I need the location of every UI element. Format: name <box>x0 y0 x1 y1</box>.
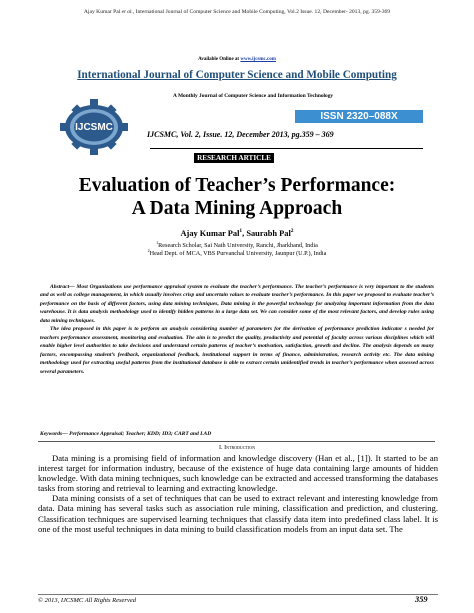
body-paragraph-2: Data mining consists of a set of techniques that can be used to extract relevant and interesting knowledge from data. Data mining has several tasks such as association rule mining, classification and prediction, and clustering. Classification techniques are supervised learning techniques that classify data item into predefined class label. It is one of the most useful techniques in data mining to build classification models from an input data set. The <box>38 493 438 534</box>
running-head-authors: Ajay Kumar Pal <box>83 9 121 15</box>
journal-logo <box>56 99 132 155</box>
running-head-etal: et al. <box>120 9 133 15</box>
issn-badge: ISSN 2320–088X <box>295 110 423 123</box>
journal-url-link[interactable]: www.ijcsmc.com <box>240 57 276 62</box>
paper-title-line2: A Data Mining Approach <box>131 198 343 219</box>
running-head <box>0 9 474 15</box>
logo-text: IJCSMC <box>75 122 113 133</box>
affiliation-1-sup: 1 <box>156 239 159 245</box>
author-2-sup: 2 <box>290 228 294 235</box>
footer-rule <box>38 594 438 595</box>
body-paragraph-1: Data mining is a promising field of information and knowledge discovery (Han et al., [1]). It started to be an interest target for information industry, because of the existence of huge data containing large amounts of hidden knowledge. With data mining techniques, such knowledge can be extracted and accessed transforming the databases tasks from storing and retrieval to learning and extracting knowledge. <box>38 453 438 494</box>
introduction-body <box>38 453 438 534</box>
availability-text: Available Online at <box>198 57 241 62</box>
section-rule <box>38 441 435 442</box>
copyright: © 2013, IJCSMC All Rights Reserved <box>38 597 136 604</box>
running-head-rest: , International Journal of Computer Science and Mobile Computing, Vol.2 Issue. 12, December- 2013, pg. 359-369 <box>132 9 391 15</box>
keywords: Keywords— Performance Appraisal; Teacher; KDD; ID3; CART and LAD <box>40 431 212 437</box>
author-1-sup: 1 <box>239 228 243 235</box>
affiliation-2-text: Head Dept. of MCA, VBS Purvanchal University, Jaunpur (U.P.), India <box>149 250 327 257</box>
availability-line <box>0 57 474 62</box>
author-1: Ajay Kumar Pal <box>180 229 240 238</box>
citation-line: IJCSMC, Vol. 2, Issue. 12, December 2013, pg.359 – 369 <box>147 130 334 139</box>
affiliation-1 <box>0 239 474 249</box>
abstract-paragraph-2: The idea proposed in this paper is to perform an analysis considering number of parameters for the derivation of performance prediction indicator s needed for teachers performance assessment, monitoring and evaluation. The aim is to predict the quality, productivity and potential of faculty across various disciplines which will enable higher level authorities to take decisions and understand certain patterns of teacher’s motivation, satisfaction, growth and decline. The analysis depends on many factors, encompassing student’s feedback, organizational feedback, institutional support in terms of finance, administration, research activity etc. The data mining methodology used for extracting useful patterns from the institutional database is able to extract certain unidentified trends in teacher’s performance when assessed across several parameters. <box>40 326 434 375</box>
paper-title-line1: Evaluation of Teacher’s Performance: <box>78 175 396 196</box>
author-2: Saurabh Pal <box>246 229 291 238</box>
affiliation-2-sup: 2 <box>147 247 150 253</box>
section-number: I. <box>218 444 225 451</box>
author-list <box>0 229 474 238</box>
abstract-paragraph-1: Abstract— Most Organizations use performance appraisal system to evaluate the teacher’s performance. The teacher’s performance is very important to the students and as well as college management, in which usually involves crisp and uncertain values to evaluate teacher’s performance. In this paper we proposed to evaluate teacher’s performance on the basis of different factors, using data mining techniques, Data mining is the powerful technology for analyzing important information from the data warehouse. It is data analysis methodology used to identify hidden patterns in a large data set. We can consider some of the most relevant factors, and develop rules using data mining techniques. <box>40 284 434 324</box>
abstract <box>40 283 434 376</box>
journal-name <box>0 69 474 81</box>
article-type-badge: RESEARCH ARTICLE <box>194 153 274 163</box>
paper-title <box>0 174 474 220</box>
section-heading <box>0 444 474 451</box>
page-number: 359 <box>415 595 428 604</box>
header-rule <box>150 148 423 149</box>
affiliation-2 <box>0 247 474 257</box>
gear-logo-icon <box>56 99 132 155</box>
section-title: Introduction <box>224 444 256 451</box>
affiliation-1-text: Research Scholar, Sai Nath University, Ranchi, Jharkhand, India <box>158 242 318 249</box>
journal-name-text: International Journal of Computer Science and Mobile Computing <box>77 69 397 81</box>
journal-subtitle: A Monthly Journal of Computer Science and Information Technology <box>173 93 334 99</box>
author-separator: , <box>242 229 247 238</box>
